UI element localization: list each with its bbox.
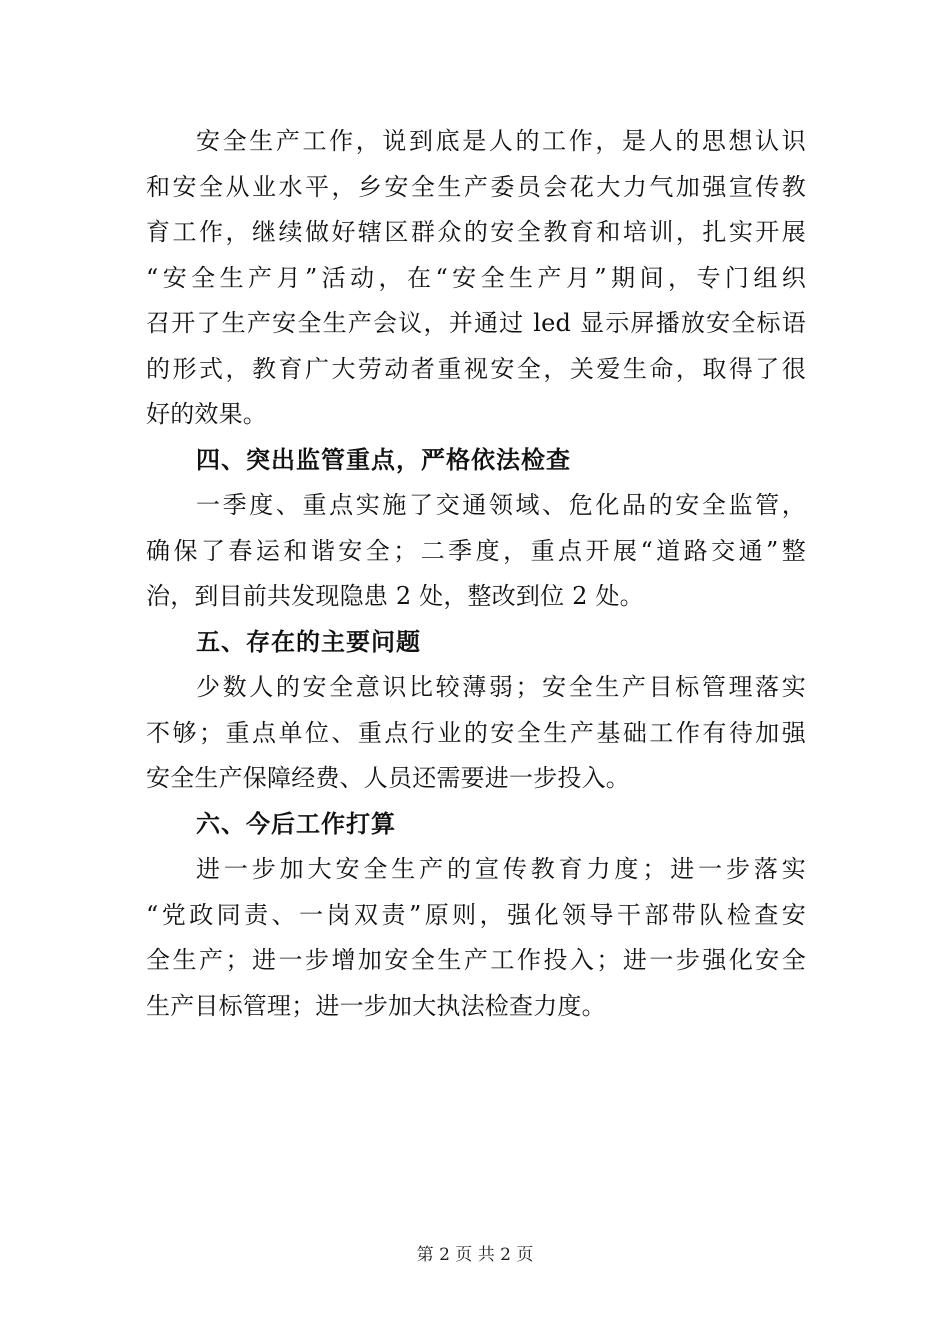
- paragraph-line: 生产目标管理；进一步加大执法检查力度。: [146, 992, 606, 1020]
- paragraph-line: 一季度、重点实施了交通领域、危化品的安全监管，: [196, 491, 806, 519]
- paragraph-line: 安全生产工作，说到底是人的工作，是人的思想认识: [196, 127, 806, 155]
- paragraph-line: 进一步加大安全生产的宣传教育力度；进一步落实: [196, 855, 806, 883]
- paragraph-line: “安全生产月”活动，在“安全生产月”期间，专门组织: [146, 264, 806, 292]
- paragraph-line: 安全生产保障经费、人员还需要进一步投入。: [146, 764, 630, 792]
- page-number-footer: 第 2 页 共 2 页: [416, 1245, 534, 1265]
- paragraph-line: 确保了春运和谐安全；二季度，重点开展“道路交通”整: [146, 537, 806, 565]
- paragraph-line: 育工作，继续做好辖区群众的安全教育和培训，扎实开展: [146, 218, 806, 246]
- paragraph-line: 好的效果。: [146, 400, 267, 428]
- paragraph-line: 的形式，教育广大劳动者重视安全，关爱生命，取得了很: [146, 355, 806, 383]
- paragraph-line: 少数人的安全意识比较薄弱；安全生产目标管理落实: [196, 673, 806, 701]
- paragraph-line: 治，到目前共发现隐患 2 处，整改到位 2 处。: [146, 582, 644, 610]
- paragraph-line: 不够；重点单位、重点行业的安全生产基础工作有待加强: [146, 719, 806, 747]
- section-heading: 五、存在的主要问题: [196, 628, 421, 656]
- section-heading: 四、突出监管重点，严格依法检查: [196, 446, 571, 474]
- paragraph-line: “党政同责、一岗双责”原则，强化领导干部带队检查安: [146, 901, 806, 929]
- section-heading: 六、今后工作打算: [196, 810, 396, 838]
- paragraph-line: 全生产；进一步增加安全生产工作投入；进一步强化安全: [146, 946, 806, 974]
- paragraph-line: 和安全从业水平，乡安全生产委员会花大力气加强宣传教: [146, 173, 806, 201]
- paragraph-line: 召开了生产安全生产会议，并通过 led 显示屏播放安全标语: [146, 309, 806, 337]
